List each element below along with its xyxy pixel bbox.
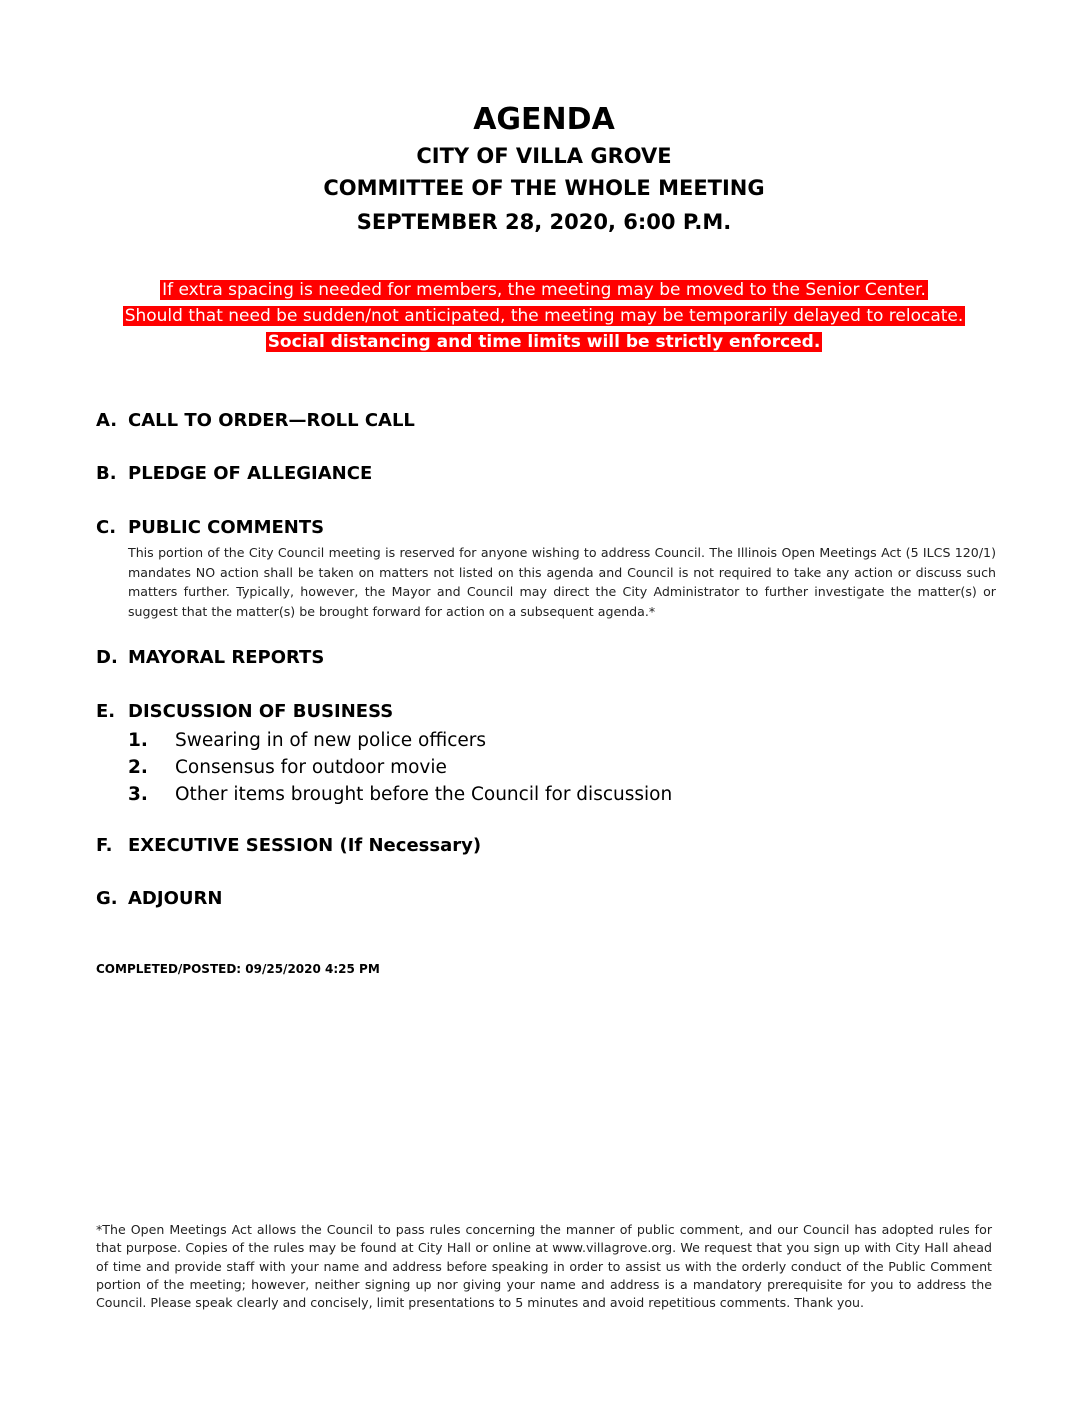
- agenda-header: [0, 100, 1088, 238]
- section-letter: D.: [96, 647, 118, 668]
- section-title: DISCUSSION OF BUSINESS: [128, 701, 394, 722]
- list-item: [128, 754, 996, 781]
- agenda-title: AGENDA: [473, 102, 615, 137]
- section-executive-session: [96, 834, 996, 858]
- section-adjourn: [96, 887, 996, 911]
- organization-name: CITY OF VILLA GROVE: [416, 144, 672, 168]
- item-text: Consensus for outdoor movie: [175, 757, 447, 778]
- business-items-list: [128, 727, 996, 808]
- item-number: 1.: [128, 730, 148, 751]
- notice-line-3: Social distancing and time limits will be strictly enforced.: [267, 332, 821, 352]
- relocation-notice: [0, 277, 1088, 355]
- section-title: MAYORAL REPORTS: [128, 647, 325, 668]
- section-letter: A.: [96, 410, 118, 431]
- item-text: Swearing in of new police officers: [175, 730, 487, 751]
- notice-line-1: If extra spacing is needed for members, the meeting may be moved to the Senior Center.: [162, 280, 926, 300]
- section-pledge: [96, 462, 996, 486]
- section-letter: E.: [96, 701, 116, 722]
- section-title: CALL TO ORDER—ROLL CALL: [128, 410, 415, 431]
- meeting-name: COMMITTEE OF THE WHOLE MEETING: [323, 176, 765, 200]
- section-public-comments: [96, 516, 996, 621]
- list-item: [128, 727, 996, 754]
- section-title: EXECUTIVE SESSION (If Necessary): [128, 835, 482, 856]
- public-comments-text: This portion of the City Council meeting is reserved for anyone wishing to address Council. The Illinois Open Meetings Act (5 ILCS 120/1) mandates NO action shall be taken on matters not listed on this agenda and Council is not required to take any action or discuss such matters further. Typically, however, the Mayor and Council may direct the City Administrator to further investigate the matter(s) or suggest that the matter(s) be brought forward for action on a subsequent agenda.*: [128, 545, 996, 619]
- notice-line-2: Should that need be sudden/not anticipated, the meeting may be temporarily delayed to relocate.: [124, 306, 964, 326]
- section-title: PLEDGE OF ALLEGIANCE: [128, 463, 373, 484]
- section-letter: B.: [96, 463, 117, 484]
- section-discussion-of-business: [96, 700, 996, 808]
- section-letter: G.: [96, 888, 118, 909]
- posted-timestamp: COMPLETED/POSTED: 09/25/2020 4:25 PM: [96, 962, 380, 976]
- section-call-to-order: [96, 409, 996, 433]
- meeting-date: SEPTEMBER 28, 2020, 6:00 P.M.: [356, 210, 732, 234]
- section-title: ADJOURN: [128, 888, 223, 909]
- list-item: [128, 781, 996, 808]
- open-meetings-footnote: *The Open Meetings Act allows the Council to pass rules concerning the manner of public comment, and our Council has adopted rules for that purpose. Copies of the rules may be found at City Hall or online at www.villagrove.org. We request that you sign up with City Hall ahead of time and provide staff with your name and address before speaking in order to assist us with the orderly conduct of the Public Comment portion of the meeting; however, neither signing up nor giving your name and address is a mandatory prerequisite for you to address the Council. Please speak clearly and concisely, limit presentations to 5 minutes and avoid repetitious comments. Thank you.: [96, 1222, 992, 1311]
- item-number: 2.: [128, 757, 148, 778]
- item-text: Other items brought before the Council for discussion: [175, 784, 673, 805]
- item-number: 3.: [128, 784, 148, 805]
- section-letter: C.: [96, 517, 117, 538]
- section-mayoral-reports: [96, 646, 996, 670]
- section-title: PUBLIC COMMENTS: [128, 517, 325, 538]
- section-letter: F.: [96, 835, 113, 856]
